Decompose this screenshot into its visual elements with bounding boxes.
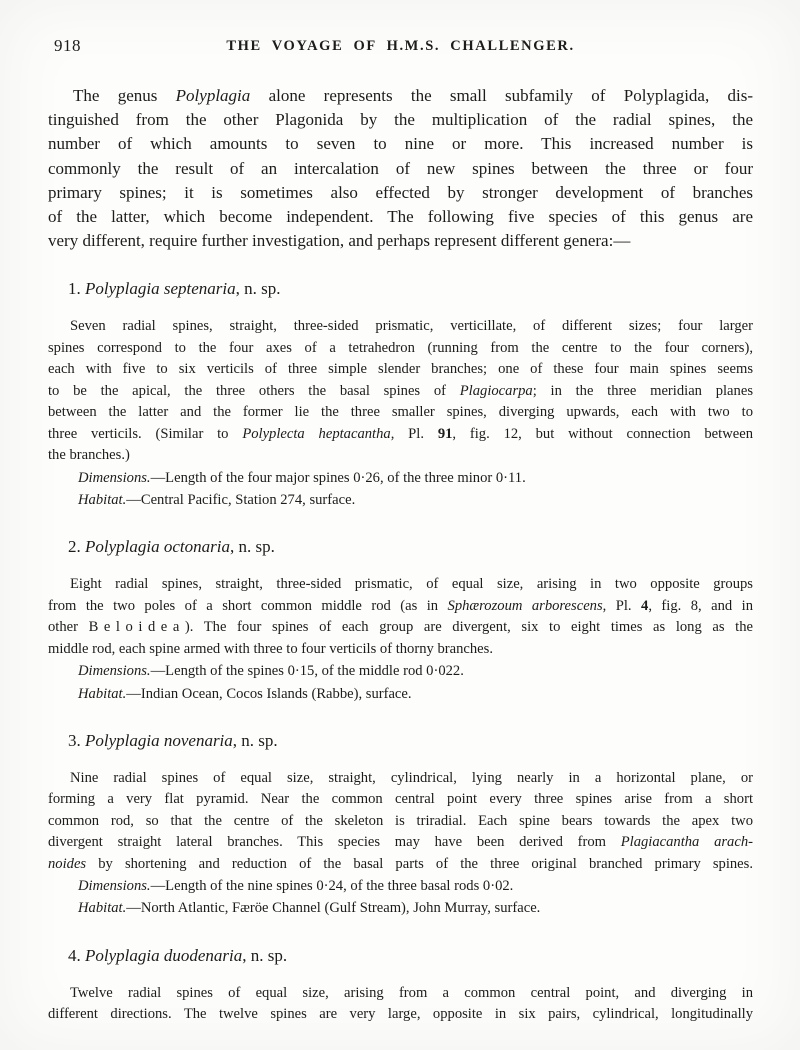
page-header xyxy=(48,36,753,58)
habitat-line: Habitat.—Indian Ocean, Cocos Islands (Rabbe), surface. xyxy=(78,685,412,702)
dimensions-line: Dimensions.—Length of the four major spines 0·26, of the three minor 0·11. xyxy=(78,469,526,486)
habitat-line: Habitat.—Central Pacific, Station 274, surface. xyxy=(78,492,356,509)
species-section-2 xyxy=(48,536,753,704)
species-section-3 xyxy=(48,730,753,920)
species-description: Nine radial spines of equal size, straight, cylindrical, lying nearly in a horizontal plane, or forming a very flat pyramid. Near the common central point every three spines arise from a short common rod, so that the centre of the skeleton is triradial. Each spine bears towards the apex two divergent straight lateral branches. This species may have been derived from Plagiacantha arach- noides by shortening and reduction of the basal parts of the three original branched primary spines. xyxy=(48,769,753,872)
habitat-line: Habitat.—North Atlantic, Færöe Channel (Gulf Stream), John Murray, surface. xyxy=(78,900,541,917)
species-heading: 1. Polyplagia septenaria, n. sp. xyxy=(68,279,281,299)
dimensions-line: Dimensions.—Length of the spines 0·15, of the middle rod 0·022. xyxy=(78,663,464,680)
species-section-4 xyxy=(48,945,753,1026)
running-title: THE VOYAGE OF H.M.S. CHALLENGER. xyxy=(226,38,575,54)
species-section-1 xyxy=(48,278,753,511)
species-description: Eight radial spines, straight, three-sided prismatic, of equal size, arising in two opposite groups from the two poles of a short common middle rod (as in Sphærozoum arborescens, Pl. 4, fig. 8, and in other Beloidea). The four spines of each group are divergent, six to eight times as long as the middle rod, each spine armed with three to four verticils of thorny branches. xyxy=(48,576,753,657)
species-heading: 2. Polyplagia octonaria, n. sp. xyxy=(68,537,275,557)
species-description: Twelve radial spines of equal size, arising from a common central point, and diverging in different directions. The twelve spines are very large, opposite in six pairs, cylindrical, longitudinally xyxy=(48,984,753,1023)
species-heading: 4. Polyplagia duodenaria, n. sp. xyxy=(68,945,288,965)
intro-paragraph: The genus Polyplagia alone represents the small subfamily of Polyplagida, dis- tinguished from the other Plagonida by the multiplication of the radial spines, the number of which amounts to seven to nine or more. This increased number is commonly the result of an intercalation of new spines between the three or four primary spines; it is sometimes also effected by stronger development of branches of the latter, which become independent. The following five species of this genus are very different, require further investigation, and perhaps represent different genera:— xyxy=(48,86,754,251)
dimensions-line: Dimensions.—Length of the nine spines 0·24, of the three basal rods 0·02. xyxy=(78,878,514,895)
page-number: 918 xyxy=(54,36,81,55)
species-description: Seven radial spines, straight, three-sided prismatic, verticillate, of different sizes; four larger spines correspond to the four axes of a tetrahedron (running from the centre to the four corners), each with five to six verticils of three simple slender branches; one of these four main spines seems to be the apical, the three others the basal spines of Plagiocarpa; in the three meridian planes between the latter and the former lie the three smaller spines, diverging upwards, each with two to three verticils. (Similar to Polyplecta heptacantha, Pl. 91, fig. 12, but without connection between the branches.) xyxy=(48,318,753,464)
species-heading: 3. Polyplagia novenaria, n. sp. xyxy=(68,730,278,750)
